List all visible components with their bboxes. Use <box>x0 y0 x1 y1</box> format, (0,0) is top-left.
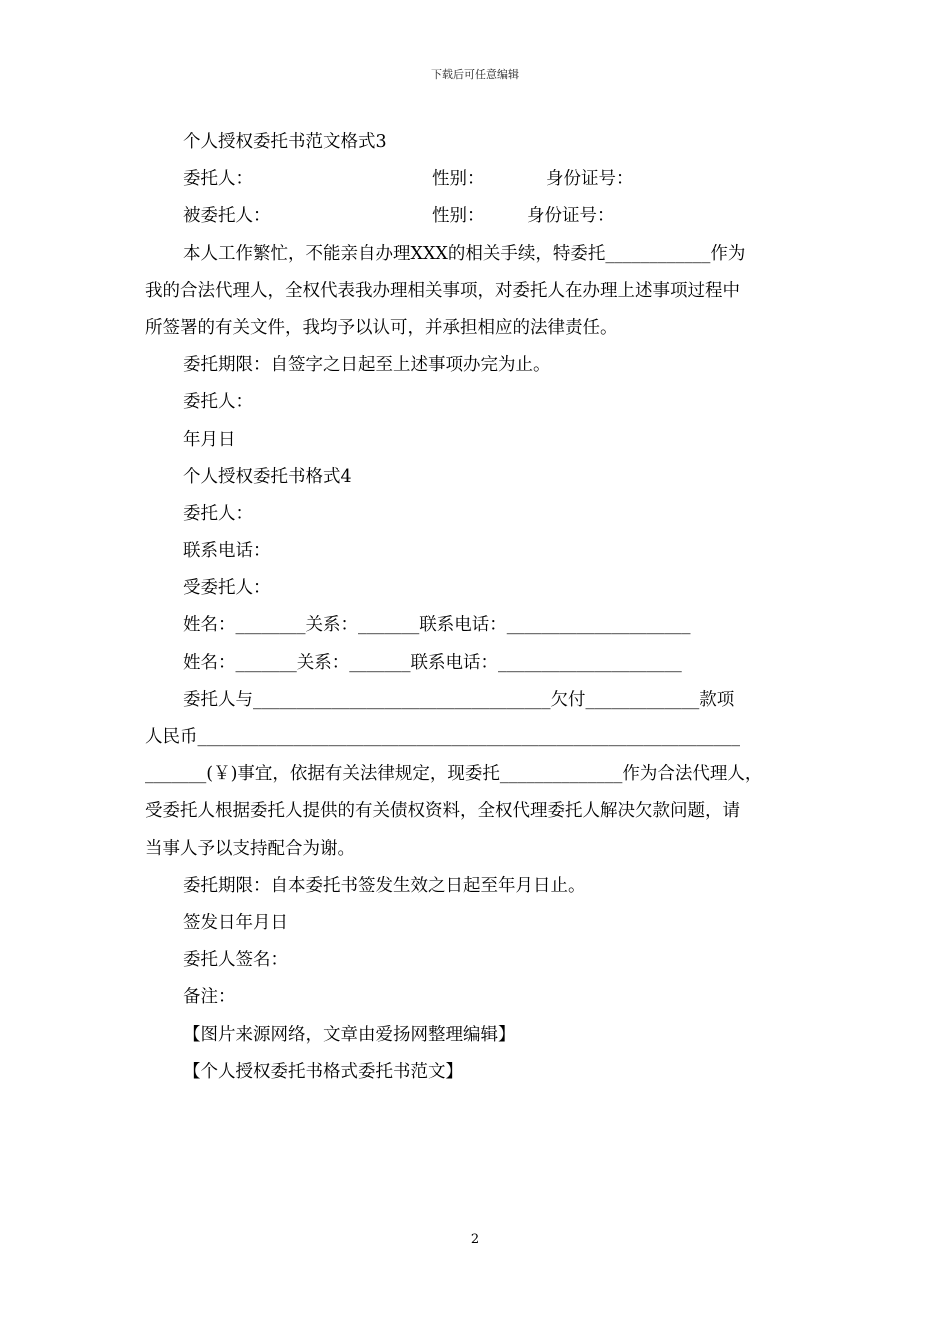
principal-label: 委托人： <box>183 503 253 524</box>
phone-label: 联系电话： <box>183 541 271 562</box>
paragraph-line: 我的合法代理人，全权代表我办理相关事项，对委托人在办理上述事项过程中 <box>145 280 740 301</box>
agent-info-row <box>145 198 810 235</box>
remarks-label: 备注： <box>183 987 236 1008</box>
paragraph-line: 委托人与__________________________________欠付_____________款项 <box>183 689 735 710</box>
issue-date-line: 签发日年月日 <box>183 912 288 933</box>
agent-label: 受委托人： <box>183 578 271 599</box>
section-title-4: 个人授权委托书格式4 <box>183 466 352 487</box>
paragraph-line: 当事人予以支持配合为谢。 <box>145 838 355 859</box>
name-relation-row: 姓名：_______关系：_______联系电话：_____________________ <box>183 652 682 673</box>
paragraph-line: 人民币______________________________________________________________ <box>145 727 740 747</box>
id-number-label: 身份证号： <box>546 169 634 190</box>
paragraph-line: 本人工作繁忙，不能亲自办理XXX的相关手续，特委托____________作为 <box>183 243 746 264</box>
paragraph-line: 所签署的有关文件，我均予以认可，并承担相应的法律责任。 <box>145 317 618 338</box>
date-line: 年月日 <box>183 429 236 450</box>
section-title-3: 个人授权委托书范文格式3 <box>183 132 387 152</box>
agent-id-number-label: 身份证号： <box>527 206 615 227</box>
principal-info-row <box>145 161 810 198</box>
agent-gender-label: 性别： <box>432 206 485 227</box>
gender-label: 性别： <box>432 169 485 190</box>
term-line: 委托期限：自签字之日起至上述事项办完为止。 <box>183 355 551 376</box>
document-body <box>145 124 810 1091</box>
paragraph-line: 受委托人根据委托人提供的有关债权资料，全权代理委托人解决欠款问题，请 <box>145 801 740 822</box>
source-note: 【图片来源网络，文章由爱扬网整理编辑】 <box>183 1024 516 1045</box>
page-header: 下载后可任意编辑 <box>431 68 519 81</box>
signature-label: 委托人： <box>183 392 253 413</box>
signature-label: 委托人签名： <box>183 950 288 971</box>
principal-label: 委托人： <box>183 169 253 190</box>
term-line: 委托期限：自本委托书签发生效之日起至年月日止。 <box>183 875 586 896</box>
name-relation-row: 姓名：________关系：_______联系电话：_____________________ <box>183 615 691 636</box>
page-number: 2 <box>470 1232 480 1247</box>
paragraph-line: _______(￥)事宜，依据有关法律规定，现委托______________作为合法代理人， <box>145 764 763 785</box>
agent-label: 被委托人： <box>183 206 271 227</box>
article-tag: 【个人授权委托书格式委托书范文】 <box>183 1061 463 1082</box>
